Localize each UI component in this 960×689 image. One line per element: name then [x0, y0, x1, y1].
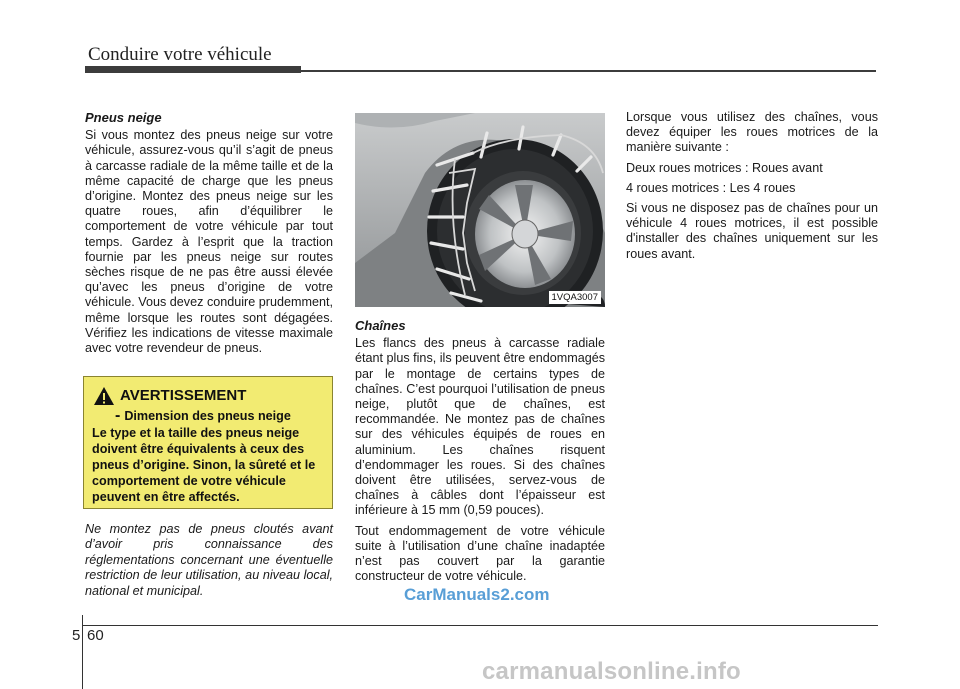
snow-tires-paragraph: Si vous montez des pneus neige sur votre véhicule, assurez-vous qu’il s’agit de pneus à carcasse radiale de la même taille et de la même capacité de charge que les pneus d’origine. Montez des pneus neige sur les quatre roues, afin d’équilibrer le comportement de votre véhicule par tout temps. Gardez à l’esprit que la traction fournie par les pneus neige sur routes sèches risque de ne pas être aussi élevée qu’avec les pneus d’origine de votre véhicule. Vous devez conduire prudemment, même lorsque les routes sont dégagées. Vérifiez les indications de vitesse maximale avec votre revendeur de pneus. [85, 128, 333, 356]
left-column [85, 110, 333, 361]
warning-subtitle-row [115, 407, 291, 425]
warning-box [83, 376, 333, 509]
warning-text: Le type et la taille des pneus neige doivent être équivalents à ceux des pneus d’origine. Sinon, la sûreté et le comportement de votre véhicule peuvent en être affectés. [92, 426, 316, 504]
footer-vertical-rule [82, 615, 83, 689]
four-wheel-drive-line: 4 roues motrices : Les 4 roues [626, 180, 796, 195]
section-heading-chains: Chaînes [355, 318, 406, 333]
warning-triangle-icon [93, 386, 115, 406]
drive-wheels-intro: Lorsque vous utilisez des chaînes, vous devez équiper les roues motrices de la manière suivante : [626, 110, 878, 155]
warning-title: AVERTISSEMENT [120, 387, 247, 404]
right-column [626, 110, 878, 267]
chains-paragraph: Les flancs des pneus à carcasse radiale étant plus fins, ils peuvent être endommagés par le montage de certains types de chaînes. C’est pourquoi l’utilisation de pneus neige, plutôt que de chaînes, est recommandée. Ne montez pas de chaînes sur des véhicules équipés de roues en aluminium. Les chaînes risquent d’endommager les roues. Si des chaînes doivent être utilisées, servez-vous de chaînes à câbles dont l’épaisseur est inférieure à 15 mm (0,59 pouces). [355, 336, 605, 518]
figure-caption: 1VQA3007 [549, 291, 601, 304]
header-rule-thin [300, 70, 876, 72]
page-number: 60 [87, 627, 104, 644]
watermark-carmanuals2: CarManuals2.com [404, 585, 550, 604]
section-heading-snow-tires: Pneus neige [85, 110, 162, 125]
chains-warranty-paragraph: Tout endommagement de votre véhicule suite à l’utilisation d’une chaîne inadaptée n’est pas couvert par la garantie constructeur de votre véhicule. [355, 523, 605, 584]
header-rule-thick [85, 66, 301, 73]
tire-chain-figure [355, 113, 605, 307]
page-title: Conduire votre véhicule [88, 44, 272, 65]
warning-subtitle: Dimension des pneus neige [124, 409, 291, 423]
studded-tires-note: Ne montez pas de pneus cloutés avant d’avoir pris connaissance des réglementations concernant une éventuelle restriction de leur utilisation, au niveau local, national et municipal. [85, 522, 333, 598]
middle-column [355, 318, 605, 589]
watermark-carmanualsonline: carmanualsonline.info [482, 658, 741, 685]
tire-chain-illustration [355, 113, 605, 307]
warning-dash: - [115, 407, 121, 424]
awd-chains-paragraph: Si vous ne disposez pas de chaînes pour un véhicule 4 roues motrices, il est possible d'installer des chaînes uniquement sur les roues avant. [626, 201, 878, 261]
two-wheel-drive-line: Deux roues motrices : Roues avant [626, 160, 823, 175]
footer-horizontal-rule [82, 625, 878, 626]
chapter-number: 5 [72, 627, 81, 644]
